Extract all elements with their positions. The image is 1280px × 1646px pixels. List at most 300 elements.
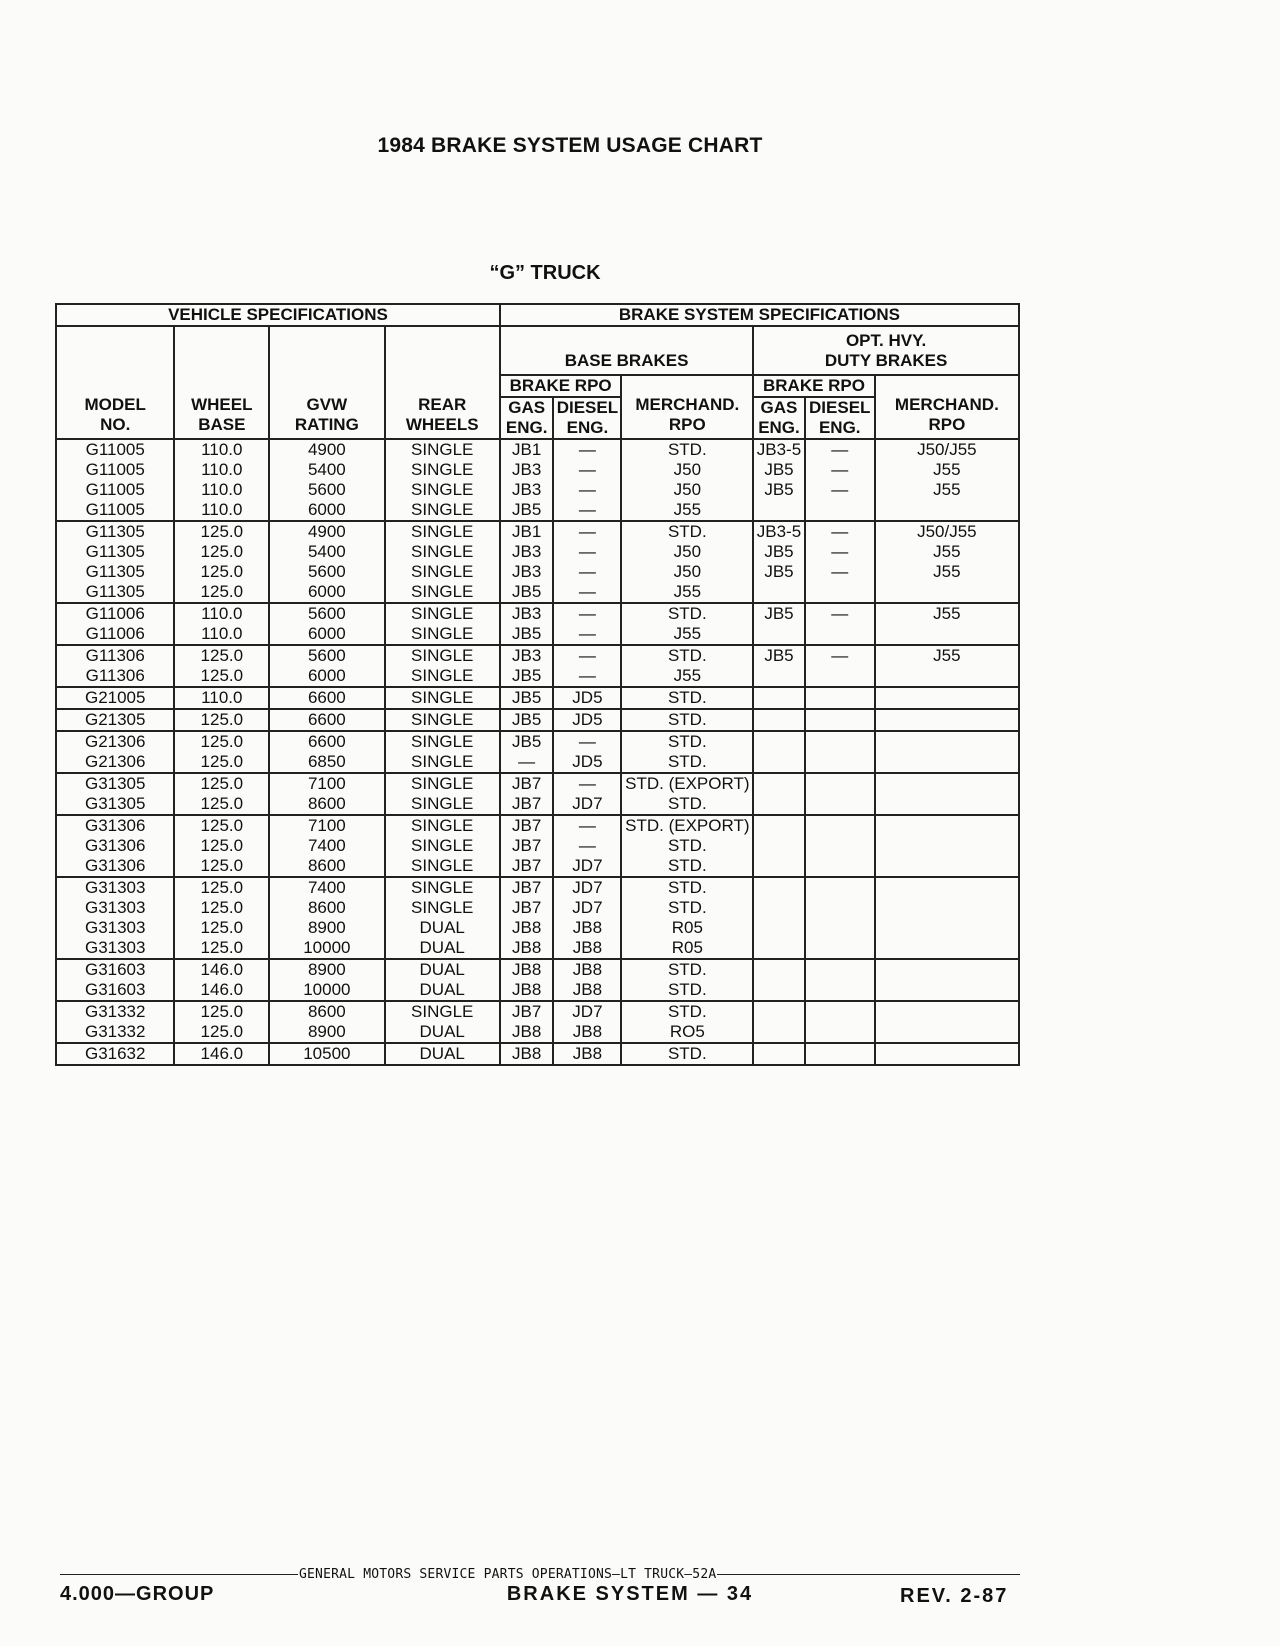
cell-value: 8600	[307, 1002, 346, 1021]
gvw-header: GVW RATING	[269, 326, 384, 439]
cell-gvw	[269, 709, 384, 731]
cell-base-merch	[621, 645, 753, 687]
cell-value: SINGLE	[411, 710, 474, 729]
cell-model	[56, 959, 174, 1001]
cell-value: STD.	[667, 1044, 707, 1063]
cell-value: JB3	[512, 604, 542, 623]
cell-value: JB8	[512, 1022, 542, 1041]
cell-value: G31303	[84, 878, 146, 897]
cell-opt-merch	[875, 877, 1019, 959]
cell-base-diesel	[553, 687, 621, 709]
cell-value: JB8	[512, 960, 542, 979]
cell-opt-gas	[753, 1001, 804, 1043]
cell-value: —	[578, 774, 596, 793]
cell-value: DUAL	[419, 1044, 465, 1063]
cell-rear	[385, 687, 500, 709]
cell-value: STD. (EXPORT)	[625, 816, 750, 835]
cell-value: —	[578, 522, 596, 541]
cell-value: JB7	[512, 856, 542, 875]
cell-value: 125.0	[200, 666, 244, 685]
cell-base-diesel	[553, 603, 621, 645]
cell-value: 6600	[307, 688, 346, 707]
cell-rear	[385, 709, 500, 731]
cell-base-diesel	[553, 709, 621, 731]
cell-value: STD.	[667, 752, 707, 771]
cell-value: 8900	[307, 960, 346, 979]
cell-value: 10000	[303, 980, 351, 999]
cell-value: SINGLE	[411, 582, 474, 601]
cell-value: 7400	[307, 836, 346, 855]
cell-gvw	[269, 959, 384, 1001]
cell-value: 5600	[307, 646, 346, 665]
cell-value: SINGLE	[411, 794, 474, 813]
cell-model	[56, 603, 174, 645]
cell-value: J50	[673, 460, 702, 479]
opt-gas-header: GAS ENG.	[753, 397, 804, 439]
cell-model	[56, 1043, 174, 1065]
table-row	[56, 1043, 1019, 1065]
cell-rear	[385, 1001, 500, 1043]
cell-opt-gas	[753, 603, 804, 645]
cell-value: 125.0	[200, 938, 244, 957]
cell-value: 125.0	[200, 878, 244, 897]
cell-value: SINGLE	[411, 500, 474, 519]
cell-opt-diesel	[805, 709, 875, 731]
cell-value: G11005	[85, 500, 145, 519]
cell-base-merch	[621, 877, 753, 959]
cell-value: —	[831, 542, 849, 561]
cell-base-diesel	[553, 815, 621, 877]
brake-usage-table	[55, 303, 1020, 1066]
cell-value: —	[518, 752, 536, 771]
cell-opt-merch	[875, 603, 1019, 645]
cell-base-gas	[500, 959, 554, 1001]
cell-value: —	[831, 604, 849, 623]
opt-merch-header: MERCHAND. RPO	[875, 375, 1019, 439]
cell-value: JB5	[512, 624, 542, 643]
cell-value: JB8	[572, 960, 603, 979]
cell-value: JB7	[512, 836, 542, 855]
cell-model	[56, 439, 174, 521]
cell-value: SINGLE	[411, 898, 474, 917]
cell-value: JB8	[512, 938, 542, 957]
cell-base-merch	[621, 1043, 753, 1065]
cell-opt-gas	[753, 645, 804, 687]
cell-value: STD.	[667, 646, 707, 665]
cell-value: JB1	[512, 440, 542, 459]
cell-value: STD.	[667, 898, 707, 917]
cell-value: G11305	[85, 562, 145, 581]
cell-opt-merch	[875, 439, 1019, 521]
cell-value: STD.	[667, 878, 707, 897]
cell-base-diesel	[553, 731, 621, 773]
cell-opt-merch	[875, 959, 1019, 1001]
cell-base-diesel	[553, 1043, 621, 1065]
cell-value: JB3	[512, 646, 542, 665]
cell-base-merch	[621, 687, 753, 709]
table-row	[56, 731, 1019, 773]
cell-value: SINGLE	[411, 646, 474, 665]
cell-wheelbase	[174, 1043, 269, 1065]
cell-value: JB5	[512, 732, 542, 751]
cell-value: 125.0	[200, 710, 244, 729]
cell-value: G21305	[84, 710, 146, 729]
cell-value: JD5	[572, 752, 603, 771]
cell-base-diesel	[553, 959, 621, 1001]
cell-wheelbase	[174, 959, 269, 1001]
cell-value: JB3	[512, 460, 542, 479]
cell-opt-diesel	[805, 1043, 875, 1065]
cell-value: G31306	[84, 836, 146, 855]
base-merch-header: MERCHAND. RPO	[621, 375, 753, 439]
cell-value: JB5	[512, 582, 542, 601]
cell-value: SINGLE	[411, 562, 474, 581]
cell-value: G31332	[84, 1022, 146, 1041]
cell-value: JD7	[572, 1002, 603, 1021]
cell-value: 125.0	[200, 562, 244, 581]
table-row	[56, 439, 1019, 521]
cell-value: 6000	[307, 624, 346, 643]
cell-value: JB8	[572, 1044, 603, 1063]
footer-publisher-text: GENERAL MOTORS SERVICE PARTS OPERATIONS—LT TRUCK—52A	[299, 1567, 717, 1582]
model-header: MODEL NO.	[56, 326, 174, 439]
cell-value: G11305	[85, 522, 145, 541]
cell-base-gas	[500, 1001, 554, 1043]
cell-opt-diesel	[805, 959, 875, 1001]
cell-value: STD.	[667, 440, 707, 459]
cell-value: JB7	[512, 794, 542, 813]
rear-wheels-header: REAR WHEELS	[385, 326, 500, 439]
cell-value: 7100	[307, 816, 346, 835]
base-brake-rpo-header: BRAKE RPO	[500, 375, 622, 397]
cell-opt-merch	[875, 521, 1019, 603]
cell-value: JB5	[764, 646, 794, 665]
page-subtitle: “G” TRUCK	[489, 262, 601, 284]
cell-rear	[385, 877, 500, 959]
cell-value: 125.0	[200, 522, 244, 541]
cell-value: JB7	[512, 898, 542, 917]
cell-opt-gas	[753, 687, 804, 709]
cell-opt-merch	[875, 1043, 1019, 1065]
cell-value: JD7	[572, 898, 603, 917]
cell-model	[56, 1001, 174, 1043]
cell-value: SINGLE	[411, 1002, 474, 1021]
cell-value: —	[578, 836, 596, 855]
cell-value: STD.	[667, 604, 707, 623]
cell-value: JB3	[512, 562, 542, 581]
cell-rear	[385, 521, 500, 603]
cell-value: RO5	[669, 1022, 705, 1041]
cell-base-diesel	[553, 773, 621, 815]
cell-base-gas	[500, 773, 554, 815]
cell-wheelbase	[174, 877, 269, 959]
cell-opt-diesel	[805, 815, 875, 877]
cell-base-merch	[621, 815, 753, 877]
cell-value: STD.	[667, 688, 707, 707]
cell-value: J50	[673, 480, 702, 499]
cell-value: JB3-5	[756, 440, 802, 459]
cell-base-gas	[500, 815, 554, 877]
cell-wheelbase	[174, 687, 269, 709]
cell-base-gas	[500, 687, 554, 709]
cell-value: G11306	[85, 666, 145, 685]
cell-base-gas	[500, 877, 554, 959]
cell-value: —	[831, 522, 849, 541]
cell-gvw	[269, 773, 384, 815]
cell-model	[56, 731, 174, 773]
cell-value: STD.	[667, 794, 707, 813]
cell-wheelbase	[174, 645, 269, 687]
cell-value: JB1	[512, 522, 542, 541]
cell-base-merch	[621, 773, 753, 815]
cell-value: JB5	[764, 460, 794, 479]
cell-value: J55	[933, 460, 961, 479]
cell-value: —	[578, 604, 596, 623]
cell-opt-merch	[875, 687, 1019, 709]
cell-value: 110.0	[201, 480, 243, 499]
cell-base-gas	[500, 603, 554, 645]
cell-opt-gas	[753, 521, 804, 603]
cell-value: JB8	[512, 1044, 542, 1063]
cell-rear	[385, 815, 500, 877]
cell-opt-gas	[753, 731, 804, 773]
cell-value: STD.	[667, 710, 707, 729]
cell-value: SINGLE	[411, 688, 474, 707]
cell-value: JB7	[512, 774, 542, 793]
cell-value: J50/J55	[917, 522, 977, 541]
cell-value: SINGLE	[411, 732, 474, 751]
cell-opt-merch	[875, 815, 1019, 877]
cell-value: G11305	[85, 542, 145, 561]
cell-wheelbase	[174, 731, 269, 773]
table-row	[56, 959, 1019, 1001]
cell-value: G11006	[85, 604, 145, 623]
base-brakes-header: BASE BRAKES	[500, 326, 753, 375]
cell-value: 110.0	[201, 460, 243, 479]
table-row	[56, 877, 1019, 959]
cell-base-merch	[621, 709, 753, 731]
cell-value: 5600	[307, 604, 346, 623]
cell-model	[56, 645, 174, 687]
cell-value: 146.0	[200, 1044, 244, 1063]
cell-value: J55	[673, 666, 702, 685]
cell-gvw	[269, 645, 384, 687]
cell-value: JB3	[512, 480, 542, 499]
cell-rear	[385, 731, 500, 773]
footer-rule-line	[60, 1567, 1020, 1582]
cell-value: 146.0	[200, 960, 244, 979]
cell-value: J55	[933, 542, 961, 561]
cell-rear	[385, 603, 500, 645]
cell-value: 10000	[303, 938, 351, 957]
cell-value: 125.0	[200, 1002, 244, 1021]
cell-value: —	[831, 562, 849, 581]
cell-opt-diesel	[805, 645, 875, 687]
cell-wheelbase	[174, 439, 269, 521]
base-diesel-header: DIESEL ENG.	[553, 397, 621, 439]
cell-value: 125.0	[200, 856, 244, 875]
cell-opt-merch	[875, 1001, 1019, 1043]
cell-value: —	[831, 480, 849, 499]
cell-value: STD. (EXPORT)	[625, 774, 750, 793]
table-row	[56, 521, 1019, 603]
opt-brake-rpo-header: BRAKE RPO	[753, 375, 875, 397]
cell-model	[56, 687, 174, 709]
cell-value: JB8	[572, 1022, 603, 1041]
cell-value: JD7	[572, 856, 603, 875]
cell-value: JB3-5	[756, 522, 802, 541]
cell-value: SINGLE	[411, 774, 474, 793]
cell-value: 125.0	[200, 898, 244, 917]
cell-value: G21005	[84, 688, 146, 707]
table-row	[56, 773, 1019, 815]
cell-base-gas	[500, 645, 554, 687]
cell-value: 6000	[307, 666, 346, 685]
table-row	[56, 687, 1019, 709]
cell-value: SINGLE	[411, 856, 474, 875]
cell-value: J55	[673, 582, 702, 601]
table-row	[56, 815, 1019, 877]
footer-group: 4.000—GROUP	[60, 1583, 215, 1605]
cell-value: 5600	[307, 480, 346, 499]
cell-value: 6850	[307, 752, 346, 771]
cell-value: —	[578, 562, 596, 581]
cell-value: JB3	[512, 542, 542, 561]
cell-value: SINGLE	[411, 836, 474, 855]
cell-value: —	[578, 816, 596, 835]
cell-gvw	[269, 521, 384, 603]
footer-section: BRAKE SYSTEM — 34	[506, 1583, 754, 1605]
cell-base-merch	[621, 959, 753, 1001]
cell-opt-gas	[753, 815, 804, 877]
cell-value: G11005	[85, 460, 145, 479]
cell-value: G31332	[84, 1002, 146, 1021]
cell-rear	[385, 1043, 500, 1065]
cell-value: JB5	[764, 604, 794, 623]
table-row	[56, 709, 1019, 731]
cell-rear	[385, 645, 500, 687]
cell-value: —	[578, 440, 596, 459]
cell-value: 4900	[307, 522, 346, 541]
cell-value: SINGLE	[411, 480, 474, 499]
cell-value: —	[578, 582, 596, 601]
cell-value: —	[578, 666, 596, 685]
cell-value: SINGLE	[411, 752, 474, 771]
cell-value: SINGLE	[411, 440, 474, 459]
cell-gvw	[269, 877, 384, 959]
cell-opt-merch	[875, 709, 1019, 731]
cell-value: G31305	[84, 774, 146, 793]
cell-value: 6600	[307, 732, 346, 751]
cell-opt-diesel	[805, 603, 875, 645]
wheelbase-header: WHEEL BASE	[174, 326, 269, 439]
cell-value: 110.0	[201, 440, 243, 459]
cell-value: 8600	[307, 898, 346, 917]
cell-opt-diesel	[805, 439, 875, 521]
cell-base-diesel	[553, 521, 621, 603]
cell-wheelbase	[174, 773, 269, 815]
cell-model	[56, 773, 174, 815]
cell-rear	[385, 959, 500, 1001]
cell-gvw	[269, 1001, 384, 1043]
cell-base-merch	[621, 439, 753, 521]
cell-base-diesel	[553, 877, 621, 959]
cell-gvw	[269, 439, 384, 521]
cell-wheelbase	[174, 1001, 269, 1043]
cell-value: —	[831, 440, 849, 459]
cell-base-gas	[500, 439, 554, 521]
cell-value: —	[578, 460, 596, 479]
cell-value: 5400	[307, 542, 346, 561]
cell-value: JB7	[512, 878, 542, 897]
cell-base-merch	[621, 603, 753, 645]
cell-value: DUAL	[419, 980, 465, 999]
cell-value: G21306	[84, 752, 146, 771]
page-title: 1984 BRAKE SYSTEM USAGE CHART	[377, 134, 763, 157]
cell-model	[56, 521, 174, 603]
cell-value: J55	[933, 646, 961, 665]
cell-value: 110.0	[201, 604, 243, 623]
cell-value: STD.	[667, 836, 707, 855]
cell-model	[56, 815, 174, 877]
table-row	[56, 603, 1019, 645]
cell-value: JB8	[512, 980, 542, 999]
cell-value: DUAL	[419, 1022, 465, 1041]
cell-opt-merch	[875, 773, 1019, 815]
cell-value: 125.0	[200, 542, 244, 561]
cell-value: G31603	[84, 960, 146, 979]
cell-opt-diesel	[805, 521, 875, 603]
cell-value: JD5	[572, 710, 603, 729]
cell-value: JB5	[512, 688, 542, 707]
cell-value: —	[578, 500, 596, 519]
cell-value: G11005	[85, 480, 145, 499]
cell-opt-merch	[875, 645, 1019, 687]
cell-value: 125.0	[200, 774, 244, 793]
vehicle-specs-header: VEHICLE SPECIFICATIONS	[56, 304, 500, 326]
cell-gvw	[269, 731, 384, 773]
cell-base-gas	[500, 731, 554, 773]
cell-base-merch	[621, 521, 753, 603]
cell-value: G31303	[84, 938, 146, 957]
cell-value: R05	[671, 938, 703, 957]
cell-opt-diesel	[805, 731, 875, 773]
cell-value: JB5	[512, 710, 542, 729]
cell-value: G31303	[84, 898, 146, 917]
cell-value: G31632	[84, 1044, 146, 1063]
cell-value: 8900	[307, 1022, 346, 1041]
cell-value: SINGLE	[411, 666, 474, 685]
cell-wheelbase	[174, 603, 269, 645]
cell-value: JB5	[764, 542, 794, 561]
cell-value: 146.0	[200, 980, 244, 999]
cell-value: DUAL	[419, 938, 465, 957]
cell-value: J55	[673, 624, 702, 643]
cell-value: —	[831, 460, 849, 479]
cell-value: 125.0	[200, 1022, 244, 1041]
cell-value: J55	[933, 604, 961, 623]
cell-wheelbase	[174, 521, 269, 603]
cell-value: J55	[933, 480, 961, 499]
cell-value: G11305	[85, 582, 145, 601]
cell-model	[56, 709, 174, 731]
cell-value: JD7	[572, 794, 603, 813]
cell-value: 125.0	[200, 836, 244, 855]
cell-opt-gas	[753, 959, 804, 1001]
cell-value: G11306	[85, 646, 145, 665]
cell-value: J50/J55	[917, 440, 977, 459]
table-row	[56, 645, 1019, 687]
